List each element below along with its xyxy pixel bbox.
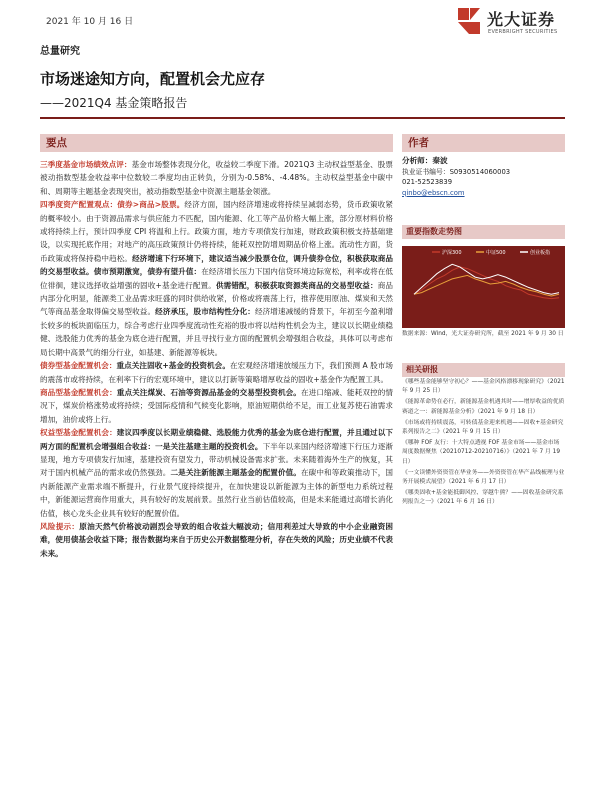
related-report-item[interactable]: 《哪些基金能够坚守初心？——基金风格漂移现象研究》（2021 年 9 月 25 日）	[402, 379, 565, 395]
report-title: 市场迷途知方向，配置机会尤应存	[40, 70, 266, 88]
author-info	[402, 156, 565, 198]
analyst-line: 分析师：秦波	[402, 156, 448, 165]
summary-body	[40, 158, 393, 560]
related-report-item[interactable]: 《哪类固收+基金能抵御风控、穿越牛熊？——固收基金研究系列报告之一》（2021 年 6 月 16 日）	[402, 490, 564, 506]
legend-label: 创业板指	[530, 250, 551, 256]
summary-heading: 要点	[40, 134, 393, 152]
legend-label: 沪深300	[442, 250, 462, 256]
phone-number: 021-52523839	[402, 178, 453, 187]
index-trend-chart	[402, 246, 565, 328]
email-link[interactable]: qinbo@ebscn.com	[402, 188, 465, 197]
report-date: 2021 年 10 月 16 日	[46, 17, 134, 27]
related-report-item[interactable]: 《一文读懂外资资管在华业务——外资资管在华产品线梳理与业务开展模式展望》（2021 年 6 月 17 日）	[402, 469, 565, 486]
related-reports-list	[402, 378, 565, 510]
chart-background	[402, 246, 565, 328]
everbright-logo-icon	[455, 6, 483, 36]
summary-paragraph-commodity: 商品型基金配置机会：重点关注煤炭、石油等资源品基金的交易型投资机会。在进口缩减、能耗双控的情况下，煤炭价格涨势或将持续；受国际疫情和气候变化影响，原油短期供给不足，而工业复苏使石油需求增加，油价或将上行。	[40, 387, 394, 424]
report-subtitle: ——2021Q4 基金策略报告	[40, 96, 188, 110]
report-category: 总量研究	[40, 46, 80, 57]
summary-paragraph-allocation: 四季度资产配置观点：债券>商品>股票。经济方面，国内经济增速或将持续呈减弱态势，货币政策收紧的概率较小。由于资源品需求与供应能力不匹配，国内能源、化工等产品价格大幅上涨，部分原材料价格或将持续上行，预计四季度 CPI 将温和上行。政策方面，地方专项债发行加速，财政政策积极支持基础建设，以实现托底作用；对地产的高压政策预计仍将持续，能耗双控防增周期品价格上涨。流动性方面，货币政策或将保持稳中趋松。经济增速下行环境下，建议适当减少股票仓位，调升债券仓位，积极获取商品的交易型收益。债市预期激宽，债券有望升值：在经济增长压力下国内信贷环境边际宽松，利率或将在低位徘徊，建议选择收益增强的固收+基金进行配置。供需错配，积极获取资源类商品的交易型收益：商品内部分化明显，能源类工业品需求旺盛的同时供给收紧，价格或将震荡上行，推荐使用原油、煤炭和天然气等商品基金取得偏交易型收益。经济承压，股市结构性分化：经济增速减缓的背景下，年初至今盈利增长较多的板块面临压力，综合考虑行业四季度流动性充裕的股市将以结构性机会为主，建议以长期业绩稳健、选股能力优秀的基金为底仓进行配置，并且寻找行业方面的配置机会增强组合收益，具体可以考虑布局长期中高景气的细分行业，如基建、新能源等板块。	[40, 200, 394, 357]
author-heading: 作者	[402, 134, 565, 152]
summary-paragraph-bond: 债券型基金配置机会：重点关注固收+基金的投资机会。在宏观经济增速放缓压力下，我们预测 A 股市场的震荡市或将持续，在利率下行的宏观环境中，建议以打新等策略增厚收益的固收+基金作为配置工具。	[40, 361, 393, 384]
title-divider	[40, 117, 565, 119]
logo-text-cn: 光大证券	[487, 10, 556, 29]
summary-paragraph-equity: 权益型基金配置机会：建议四季度以长期业绩稳健、选股能力优秀的基金为底仓进行配置，并且通过以下两方面的配置机会增强组合收益：一是关注基建主题的投资机会。下半年以来国内经济增速下行压力逐渐显现，地方专项债发行加速，基建投资有望发力，带动机械设备需求扩张。未来随着海外生产的恢复，其对于国内机械产品的需求或仍然强劲。二是关注新能源主题基金的配置价值。在碳中和等政策推动下，国内新能源产业需求端不断提升，行业景气度持续提升，在加快建设以新能源为主体的新型电力系统过程中，新能源运营商作用重大，具有较好的发展前景。虽然行业当前估值较高，但是未来能通过高增长消化估值，核心龙头企业具有较好的配置价值。	[40, 428, 394, 518]
summary-paragraph-performance: 三季度基金市场绩效点评：基金市场整体表现分化，收益较二季度下滑。2021Q3 主动权益型基金、股票被动指数型基金收益率中位数较二季度均由正转负，分别为-0.58%、-4.48%。主动权益型基金中碳中和、周期等主题基金表现突出，被动指数型基金中资源主题基金领涨。	[40, 160, 394, 196]
summary-paragraph-risk: 风险提示：原油天然气价格波动剧烈会导致的组合收益大幅波动；信用利差过大导致的中小企业融资困难，使用债基会收益下降；报告数据均来自于历史公开数据整理分析，存在失效的风险；历史业绩不代表未来。	[40, 521, 394, 558]
related-report-item[interactable]: 《市场或将持续震荡，可转债基金迎来机遇——固收+基金研究系列报告之二》（2021 年 9 月 15 日）	[402, 419, 564, 436]
chart-legend	[432, 249, 550, 256]
legend-label: 中证500	[486, 250, 506, 256]
related-heading: 相关研报	[402, 363, 565, 377]
related-report-item[interactable]: 《能源革命势在必行，新能源基金机遇其时——增厚收益的优质赛道之一：新能源基金分析》（2021 年 9 月 18 日）	[402, 399, 565, 415]
chart-heading: 重要指数走势图	[402, 225, 565, 239]
brand-logo	[455, 4, 565, 42]
license-number: 执业证书编号：S0930514060003	[402, 167, 511, 176]
logo-text-en: EVERBRIGHT SECURITIES	[488, 29, 558, 35]
chart-source: 数据来源：Wind，光大证券研究所，截至 2021 年 9 月 30 日	[402, 331, 564, 337]
related-report-item[interactable]: 《哪种 FOF 友行：十大特点透视 FOF 基金市场——基金市场周度数据聚焦（20210712-20210716）》（2021 年 7 月 19 日）	[402, 440, 561, 465]
